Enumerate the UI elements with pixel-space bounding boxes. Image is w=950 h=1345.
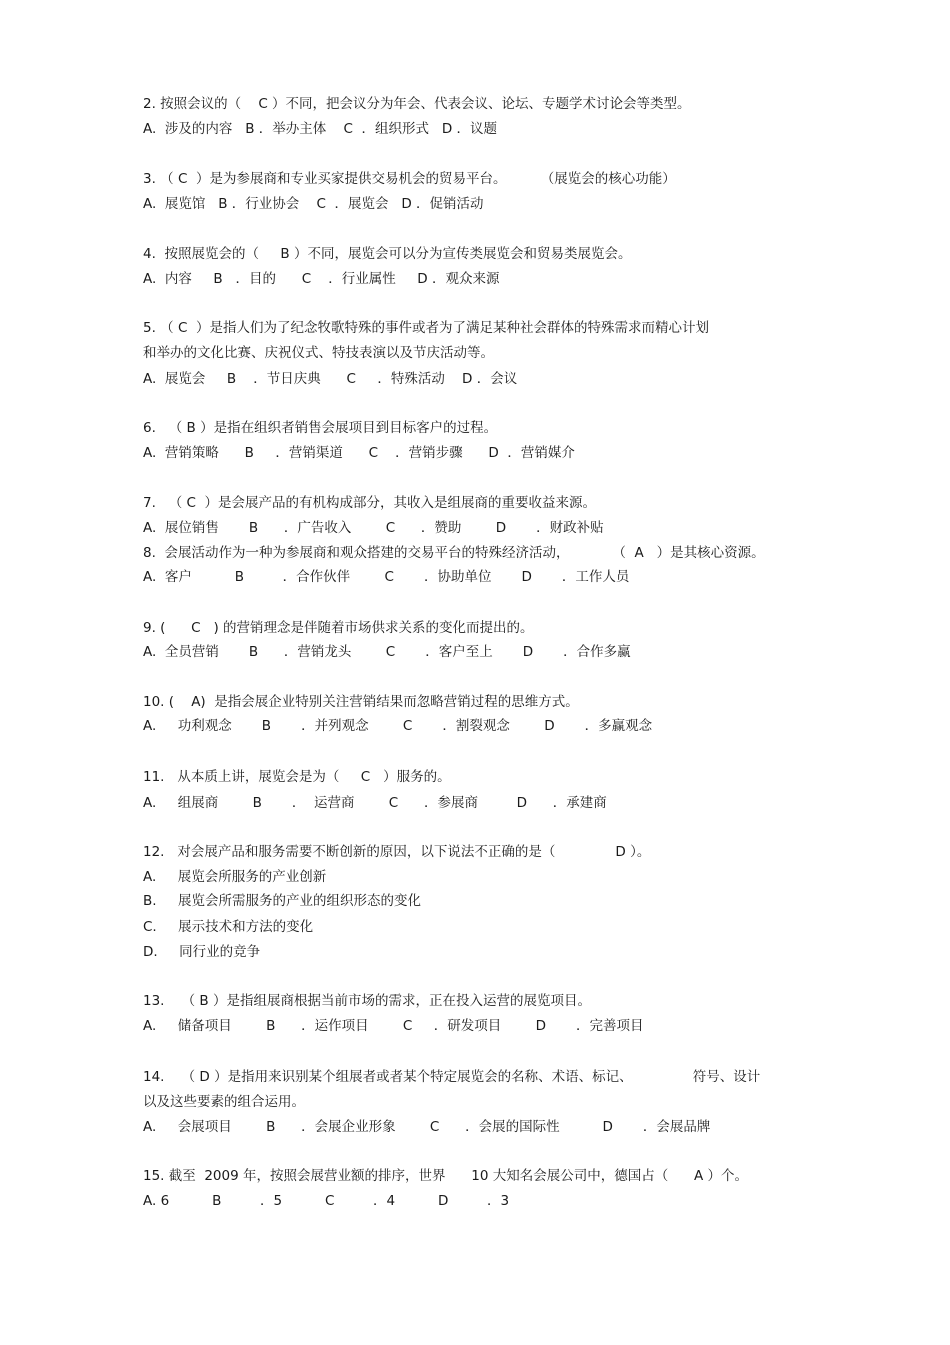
question-9-stem: 9. ( C ) 的营销理念是伴随着市场供求关系的变化而提出的。 [143,620,534,636]
question-11-stem: 11. 从本质上讲，展览会是为（ C ）服务的。 [143,769,451,785]
question-15-options: A. 6 B ．5 C ．4 D ．3 [143,1193,510,1209]
question-8-stem: 8. 会展活动作为一种为参展商和观众搭建的交易平台的特殊经济活动， （ A ）是其核心资源。 [143,545,765,561]
question-5-stem-continued: 和举办的文化比赛、庆祝仪式、特技表演以及节庆活动等。 [143,345,494,361]
question-2-stem: 2. 按照会议的（ C ）不同，把会议分为年会、代表会议、论坛、专题学术讨论会等类型。 [143,96,691,112]
question-12-stem: 12. 对会展产品和服务需要不断创新的原因，以下说法不正确的是（ D ）。 [143,844,651,860]
question-6-options: A. 营销策略 B ．营销渠道 C ．营销步骤 D ．营销媒介 [143,445,575,461]
question-3-stem: 3. （ C ）是为参展商和专业买家提供交易机会的贸易平台。 （展览会的核心功能） [143,171,676,187]
question-14-stem-continued: 以及这些要素的组合运用。 [143,1094,305,1110]
question-6-stem: 6. （ B ）是指在组织者销售会展项目到目标客户的过程。 [143,420,498,436]
question-9-options: A. 全员营销 B ．营销龙头 C ．客户至上 D ．合作多赢 [143,644,631,660]
question-11-options: A. 组展商 B ． 运营商 C ．参展商 D ．承建商 [143,795,607,811]
question-10-stem: 10. ( A) 是指会展企业特别关注营销结果而忽略营销过程的思维方式。 [143,694,579,710]
question-12-option-d: D. 同行业的竞争 [143,944,261,960]
question-5-stem: 5. （ C ）是指人们为了纪念牧歌特殊的事件或者为了满足某种社会群体的特殊需求而精心计划 [143,320,709,336]
question-7-stem: 7. （ C ）是会展产品的有机构成部分，其收入是组展商的重要收益来源。 [143,495,597,511]
question-2-options: A. 涉及的内容 B ．举办主体 C ．组织形式 D ．议题 [143,121,498,137]
question-14-stem: 14. （ D ）是指用来识别某个组展者或者某个特定展览会的名称、术语、标记、 符号、设计 [143,1069,761,1085]
question-12-option-c: C. 展示技术和方法的变化 [143,919,314,935]
question-5-options: A. 展览会 B ．节日庆典 C ．特殊活动 D ．会议 [143,371,518,387]
question-14-options: A. 会展项目 B ．会展企业形象 C ．会展的国际性 D ．会展品牌 [143,1119,711,1135]
question-10-options: A. 功利观念 B ．并列观念 C ．割裂观念 D ．多赢观念 [143,718,653,734]
question-8-options: A. 客户 B ．合作伙伴 C ．协助单位 D ．工作人员 [143,569,630,585]
question-13-stem: 13. （ B ）是指组展商根据当前市场的需求，正在投入运营的展览项目。 [143,993,591,1009]
question-4-options: A. 内容 B ．目的 C ．行业属性 D ．观众来源 [143,271,500,287]
question-12-option-a: A. 展览会所服务的产业创新 [143,869,327,885]
question-4-stem: 4. 按照展览会的（ B ）不同，展览会可以分为宣传类展览会和贸易类展览会。 [143,246,632,262]
question-15-stem: 15. 截至 2009 年，按照会展营业额的排序，世界 10 大知名会展公司中，德国占（ A ）个。 [143,1168,748,1184]
question-12-option-b: B. 展览会所需服务的产业的组织形态的变化 [143,893,422,909]
question-7-options: A. 展位销售 B ．广告收入 C ．赞助 D ．财政补贴 [143,520,604,536]
question-13-options: A. 储备项目 B ．运作项目 C ．研发项目 D ．完善项目 [143,1018,644,1034]
question-3-options: A. 展览馆 B ．行业协会 C ．展览会 D ．促销活动 [143,196,484,212]
